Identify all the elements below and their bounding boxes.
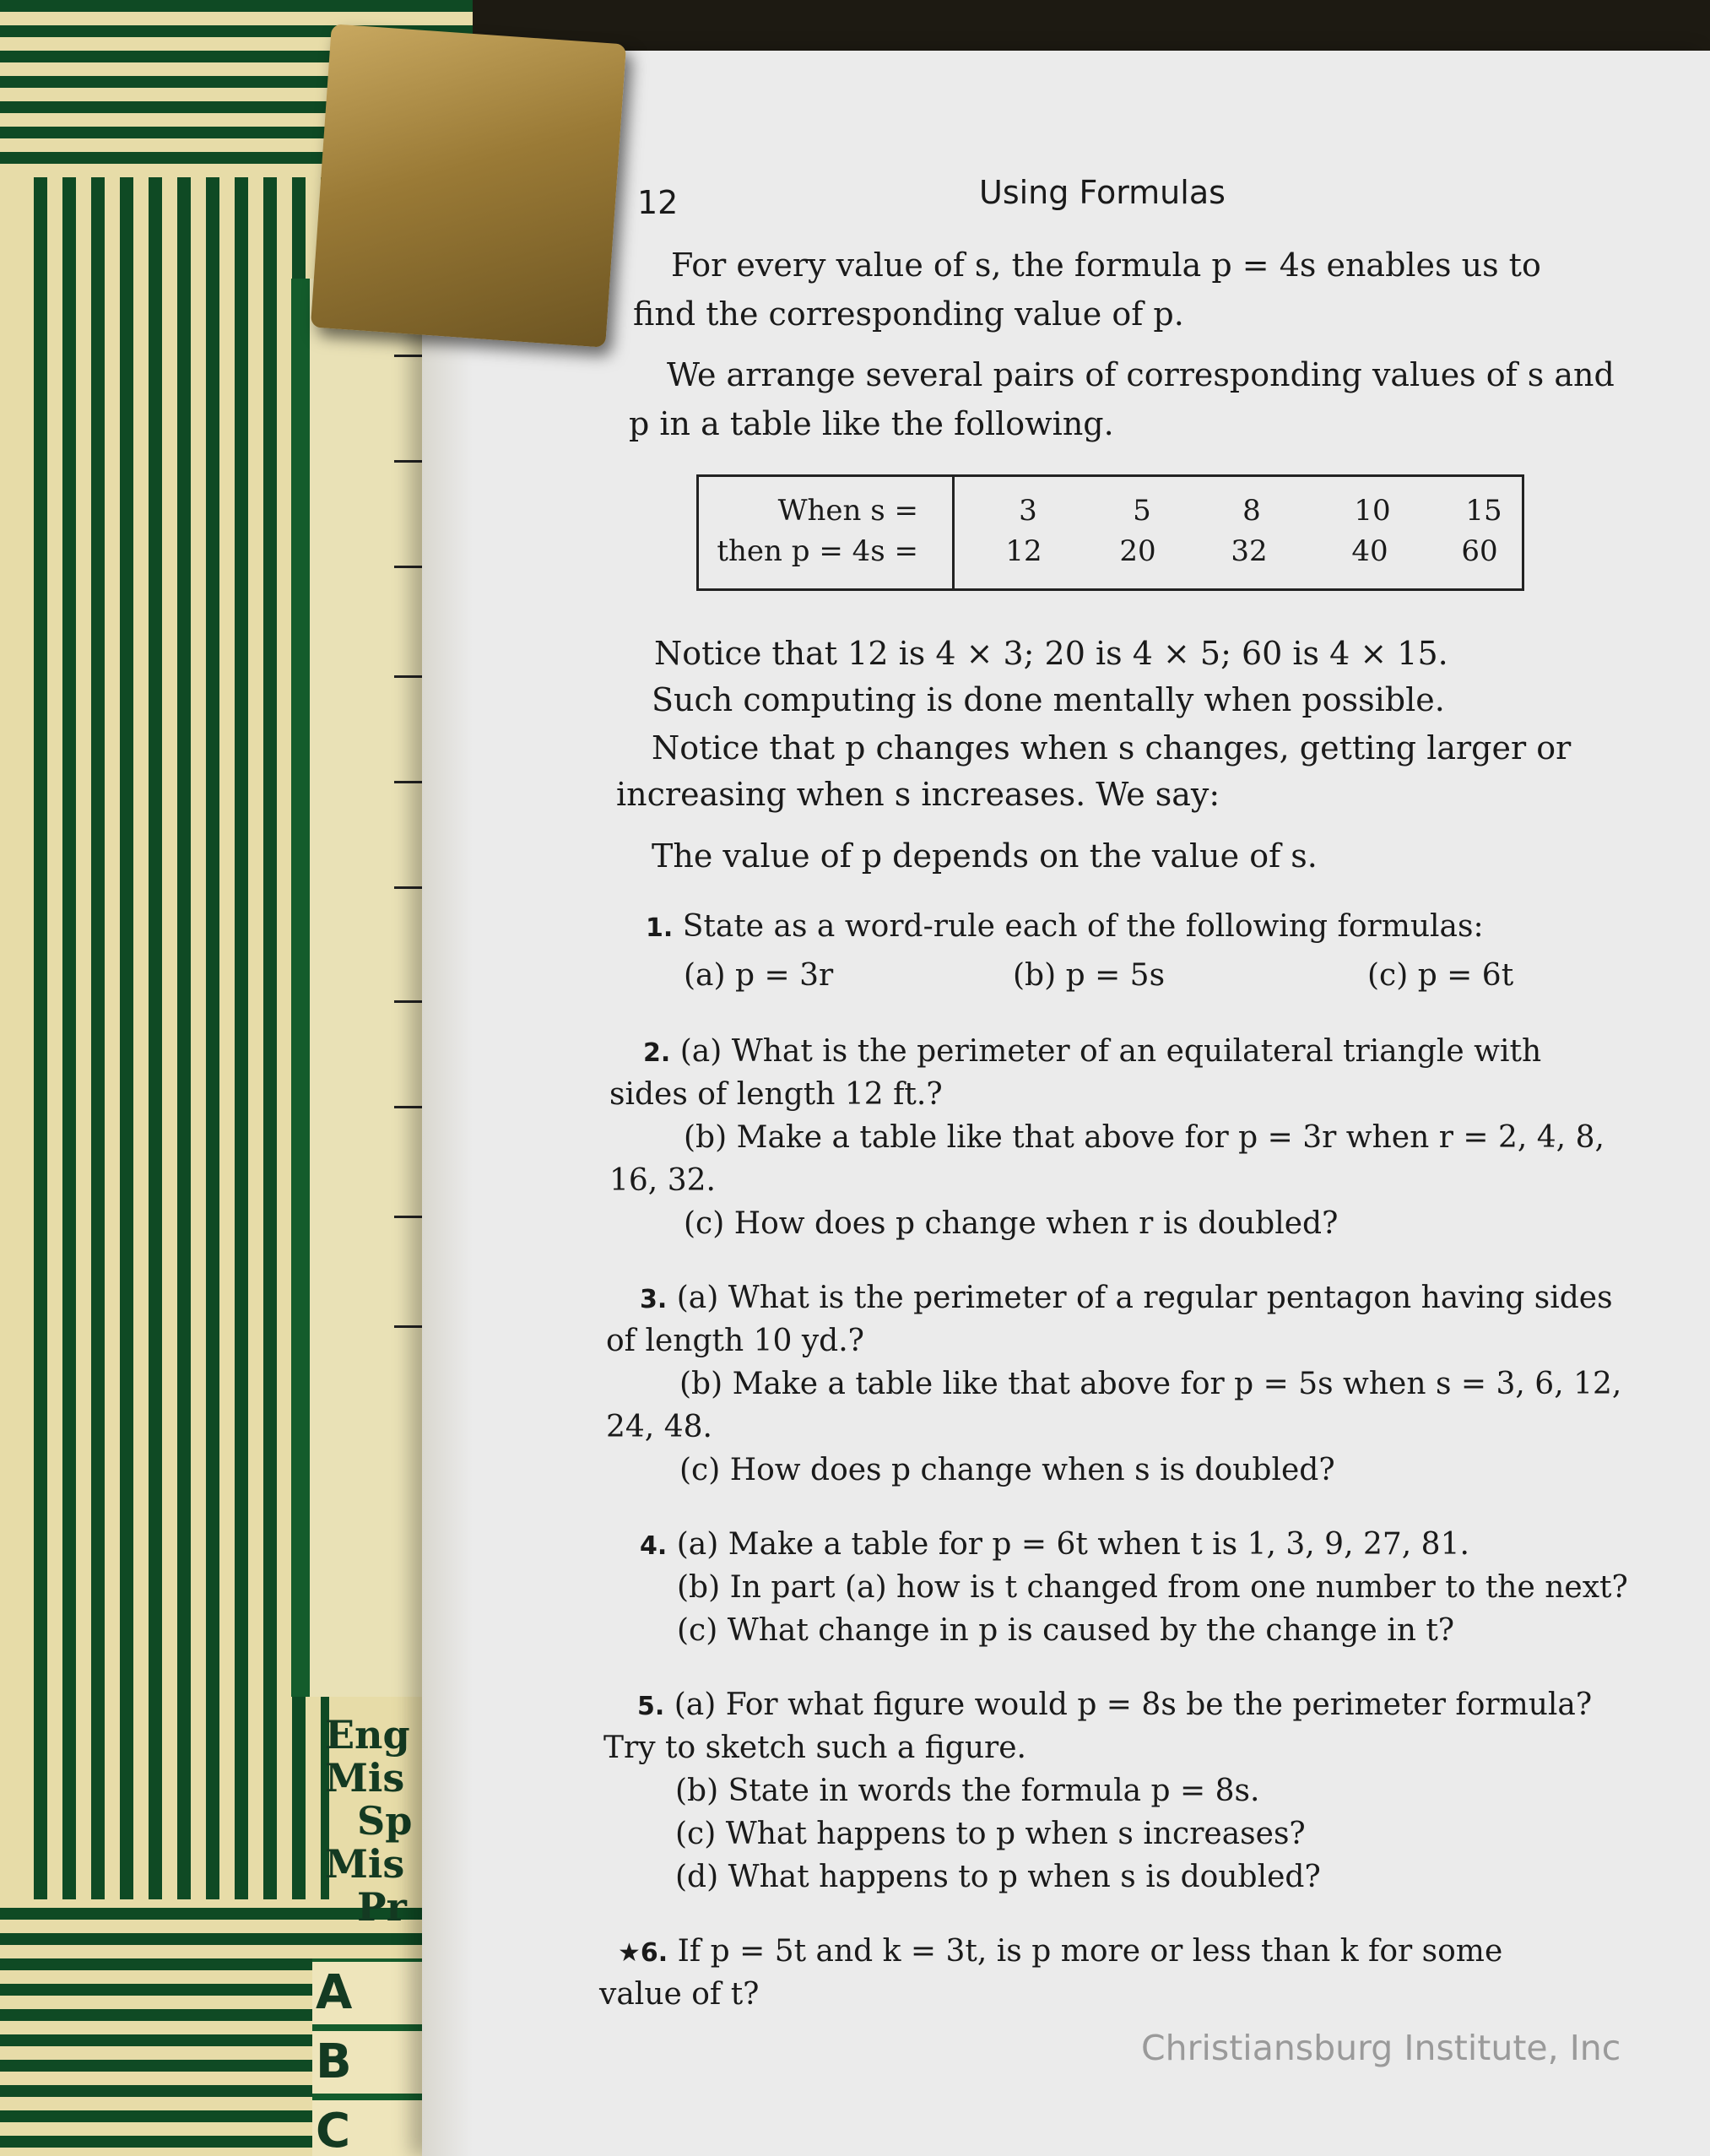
binder-tabs — [312, 1958, 430, 2156]
s-value: 3 — [1019, 494, 1037, 528]
side-label: Mis — [325, 1841, 405, 1887]
side-label: Pr — [357, 1884, 407, 1930]
note-line-2: Such computing is done mentally when possible. — [652, 681, 1445, 718]
exercise-3-b: (b) Make a table like that above for p = 5s when s = 3, 6, 12, — [679, 1367, 1622, 1401]
exercise-number: 4. — [640, 1531, 668, 1561]
side-label: Sp — [357, 1798, 413, 1844]
p-value: 40 — [1351, 534, 1388, 568]
exercise-6-cont: value of t? — [599, 1977, 760, 2012]
exercise-3-a-cont: of length 10 yd.? — [606, 1324, 864, 1358]
exercise-number: 5. — [637, 1692, 665, 1721]
intro-line-4: p in a table like the following. — [629, 405, 1114, 442]
book-page — [422, 51, 1710, 2156]
row-label-p: then p = 4s = — [717, 534, 918, 568]
intro-line-2: find the corresponding value of p. — [633, 295, 1184, 333]
exercise-1-c: (c) p = 6t — [1367, 958, 1514, 993]
note-line-1: Notice that 12 is 4 × 3; 20 is 4 × 5; 60 is 4 × 15. — [654, 635, 1448, 672]
exercise-number: ★6. — [618, 1938, 668, 1968]
row-label-s: When s = — [777, 494, 918, 528]
p-value: 20 — [1119, 534, 1156, 568]
exercise-number: 2. — [643, 1038, 671, 1068]
exercise-2-a-cont: sides of length 12 ft.? — [609, 1077, 943, 1112]
exercise-5-b: (b) State in words the formula p = 8s. — [675, 1774, 1260, 1808]
s-value: 10 — [1354, 494, 1391, 528]
exercise-3-b-cont: 24, 48. — [606, 1410, 712, 1444]
exercise-4 — [640, 1523, 1469, 1568]
binder-tab-a: A — [312, 1958, 430, 2028]
p-value: 32 — [1231, 534, 1268, 568]
value-table-labels — [699, 477, 955, 588]
exercise-text: (a) What is the perimeter of an equilateral triangle with — [679, 1034, 1542, 1069]
binder-tab-c: C — [312, 2097, 430, 2156]
note-line-4: increasing when s increases. We say: — [616, 776, 1220, 813]
binder-clip — [311, 24, 626, 348]
s-value: 5 — [1133, 494, 1151, 528]
value-table — [696, 474, 1524, 591]
exercise-number: 3. — [640, 1285, 668, 1314]
exercise-text: (a) What is the perimeter of a regular pentagon having sides — [676, 1281, 1613, 1315]
binder-index-panel — [291, 279, 436, 1697]
exercise-text: (a) Make a table for p = 6t when t is 1, 3, 9, 27, 81. — [676, 1527, 1469, 1562]
note-line-5: The value of p depends on the value of s. — [652, 837, 1318, 875]
exercise-2-c: (c) How does p change when r is doubled? — [684, 1206, 1339, 1241]
exercise-5-d: (d) What happens to p when s is doubled? — [675, 1860, 1321, 1894]
intro-line-3: We arrange several pairs of corresponding values of s and — [667, 356, 1615, 393]
page-number: 12 — [637, 184, 679, 221]
exercise-text: If p = 5t and k = 3t, is p more or less than k for some — [677, 1934, 1503, 1969]
exercise-2-b-cont: 16, 32. — [609, 1163, 716, 1198]
p-value: 60 — [1461, 534, 1498, 568]
exercise-5-c: (c) What happens to p when s increases? — [675, 1817, 1306, 1851]
side-label: Eng — [325, 1712, 410, 1758]
intro-line-1: For every value of s, the formula p = 4s enables us to — [671, 246, 1541, 284]
exercise-text: (a) For what figure would p = 8s be the perimeter formula? — [674, 1687, 1593, 1722]
p-value: 12 — [1005, 534, 1042, 568]
exercise-2-b: (b) Make a table like that above for p = 3r when r = 2, 4, 8, — [684, 1120, 1604, 1155]
watermark-text: Christiansburg Institute, Inc — [1141, 2028, 1621, 2068]
exercise-1 — [646, 905, 1484, 950]
exercise-4-c: (c) What change in p is caused by the change in t? — [677, 1613, 1455, 1648]
page-gutter-shadow — [422, 51, 473, 2156]
exercise-5 — [637, 1683, 1592, 1728]
note-line-3: Notice that p changes when s changes, getting larger or — [652, 729, 1572, 767]
binder-stripes-vertical — [34, 177, 329, 1899]
running-head: Using Formulas — [979, 174, 1226, 211]
side-label: Mis — [325, 1755, 405, 1801]
s-value: 15 — [1465, 494, 1502, 528]
exercise-1-b: (b) p = 5s — [1013, 958, 1166, 993]
exercise-1-a: (a) p = 3r — [684, 958, 834, 993]
exercise-4-b: (b) In part (a) how is t changed from one number to the next? — [677, 1570, 1628, 1605]
exercise-5-a-cont: Try to sketch such a figure. — [603, 1731, 1026, 1765]
exercise-number: 1. — [646, 913, 674, 943]
binder-tab-b: B — [312, 2028, 430, 2097]
exercise-2 — [643, 1030, 1541, 1075]
s-value: 8 — [1242, 494, 1261, 528]
exercise-text: State as a word-rule each of the following formulas: — [682, 909, 1484, 944]
exercise-3 — [640, 1276, 1613, 1321]
exercise-3-c: (c) How does p change when s is doubled? — [679, 1453, 1335, 1487]
exercise-6 — [618, 1930, 1502, 1975]
